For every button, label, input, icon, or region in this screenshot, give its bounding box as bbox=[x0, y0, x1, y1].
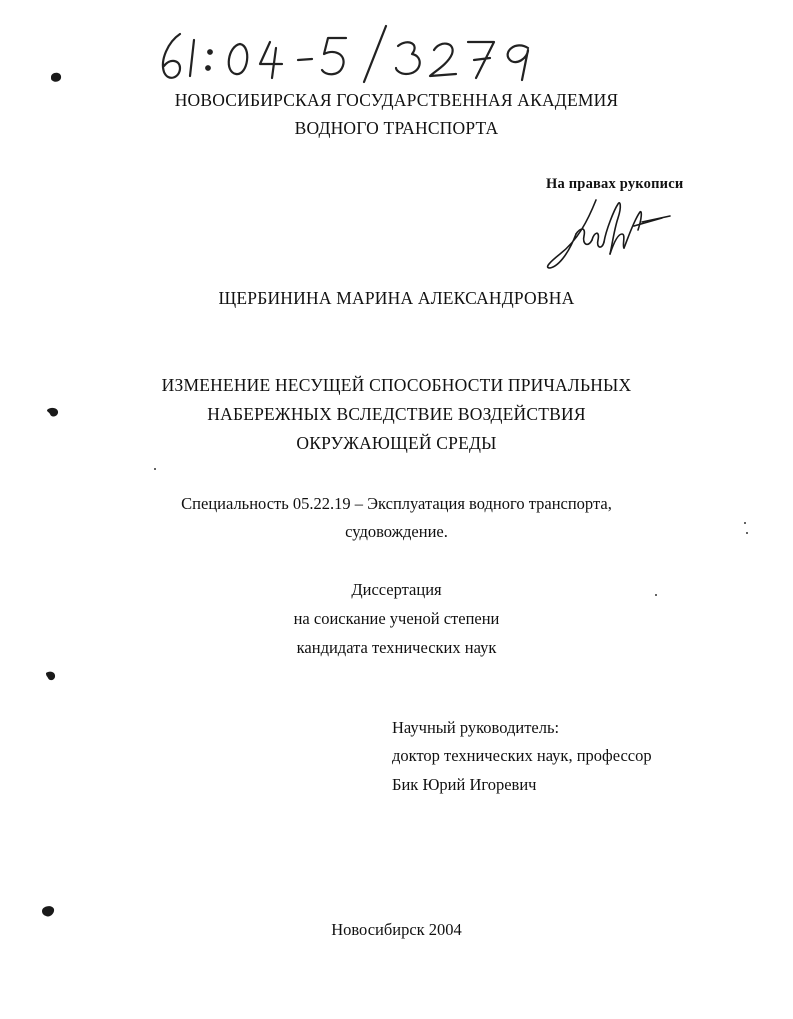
author-name: ЩЕРБИНИНА МАРИНА АЛЕКСАНДРОВНА bbox=[218, 288, 575, 308]
specialty-line-2: судовождение. bbox=[345, 522, 448, 541]
binding-hole-mark bbox=[40, 903, 56, 919]
manuscript-note: На правах рукописи bbox=[546, 176, 684, 192]
advisor-label: Научный руководитель: bbox=[392, 718, 560, 737]
institution-line-1: НОВОСИБИРСКАЯ ГОСУДАРСТВЕННАЯ АКАДЕМИЯ bbox=[174, 90, 619, 110]
specialty-line-1: Специальность 05.22.19 – Эксплуатация водного транспорта, bbox=[181, 494, 612, 513]
scan-speck bbox=[154, 468, 156, 470]
title-line-1: ИЗМЕНЕНИЕ НЕСУЩЕЙ СПОСОБНОСТИ ПРИЧАЛЬНЫХ bbox=[161, 375, 632, 395]
institution-line-2: ВОДНОГО ТРАНСПОРТА bbox=[294, 118, 499, 138]
dissertation-line-1: Диссертация bbox=[351, 580, 442, 599]
title-line-3: ОКРУЖАЮЩЕЙ СРЕДЫ bbox=[296, 433, 497, 453]
binding-hole-mark bbox=[48, 69, 64, 85]
dissertation-line-2: на соискание ученой степени bbox=[293, 609, 500, 628]
binding-hole-mark bbox=[43, 668, 59, 684]
signature bbox=[538, 190, 678, 276]
handwritten-archive-number bbox=[150, 22, 570, 84]
city-year: Новосибирск 2004 bbox=[331, 920, 462, 939]
title-line-2: НАБЕРЕЖНЫХ ВСЛЕДСТВИЕ ВОЗДЕЙСТВИЯ bbox=[207, 404, 586, 424]
dissertation-line-3: кандидата технических наук bbox=[296, 638, 497, 657]
advisor-degree: доктор технических наук, профессор bbox=[392, 746, 652, 765]
advisor-name: Бик Юрий Игоревич bbox=[392, 775, 537, 794]
